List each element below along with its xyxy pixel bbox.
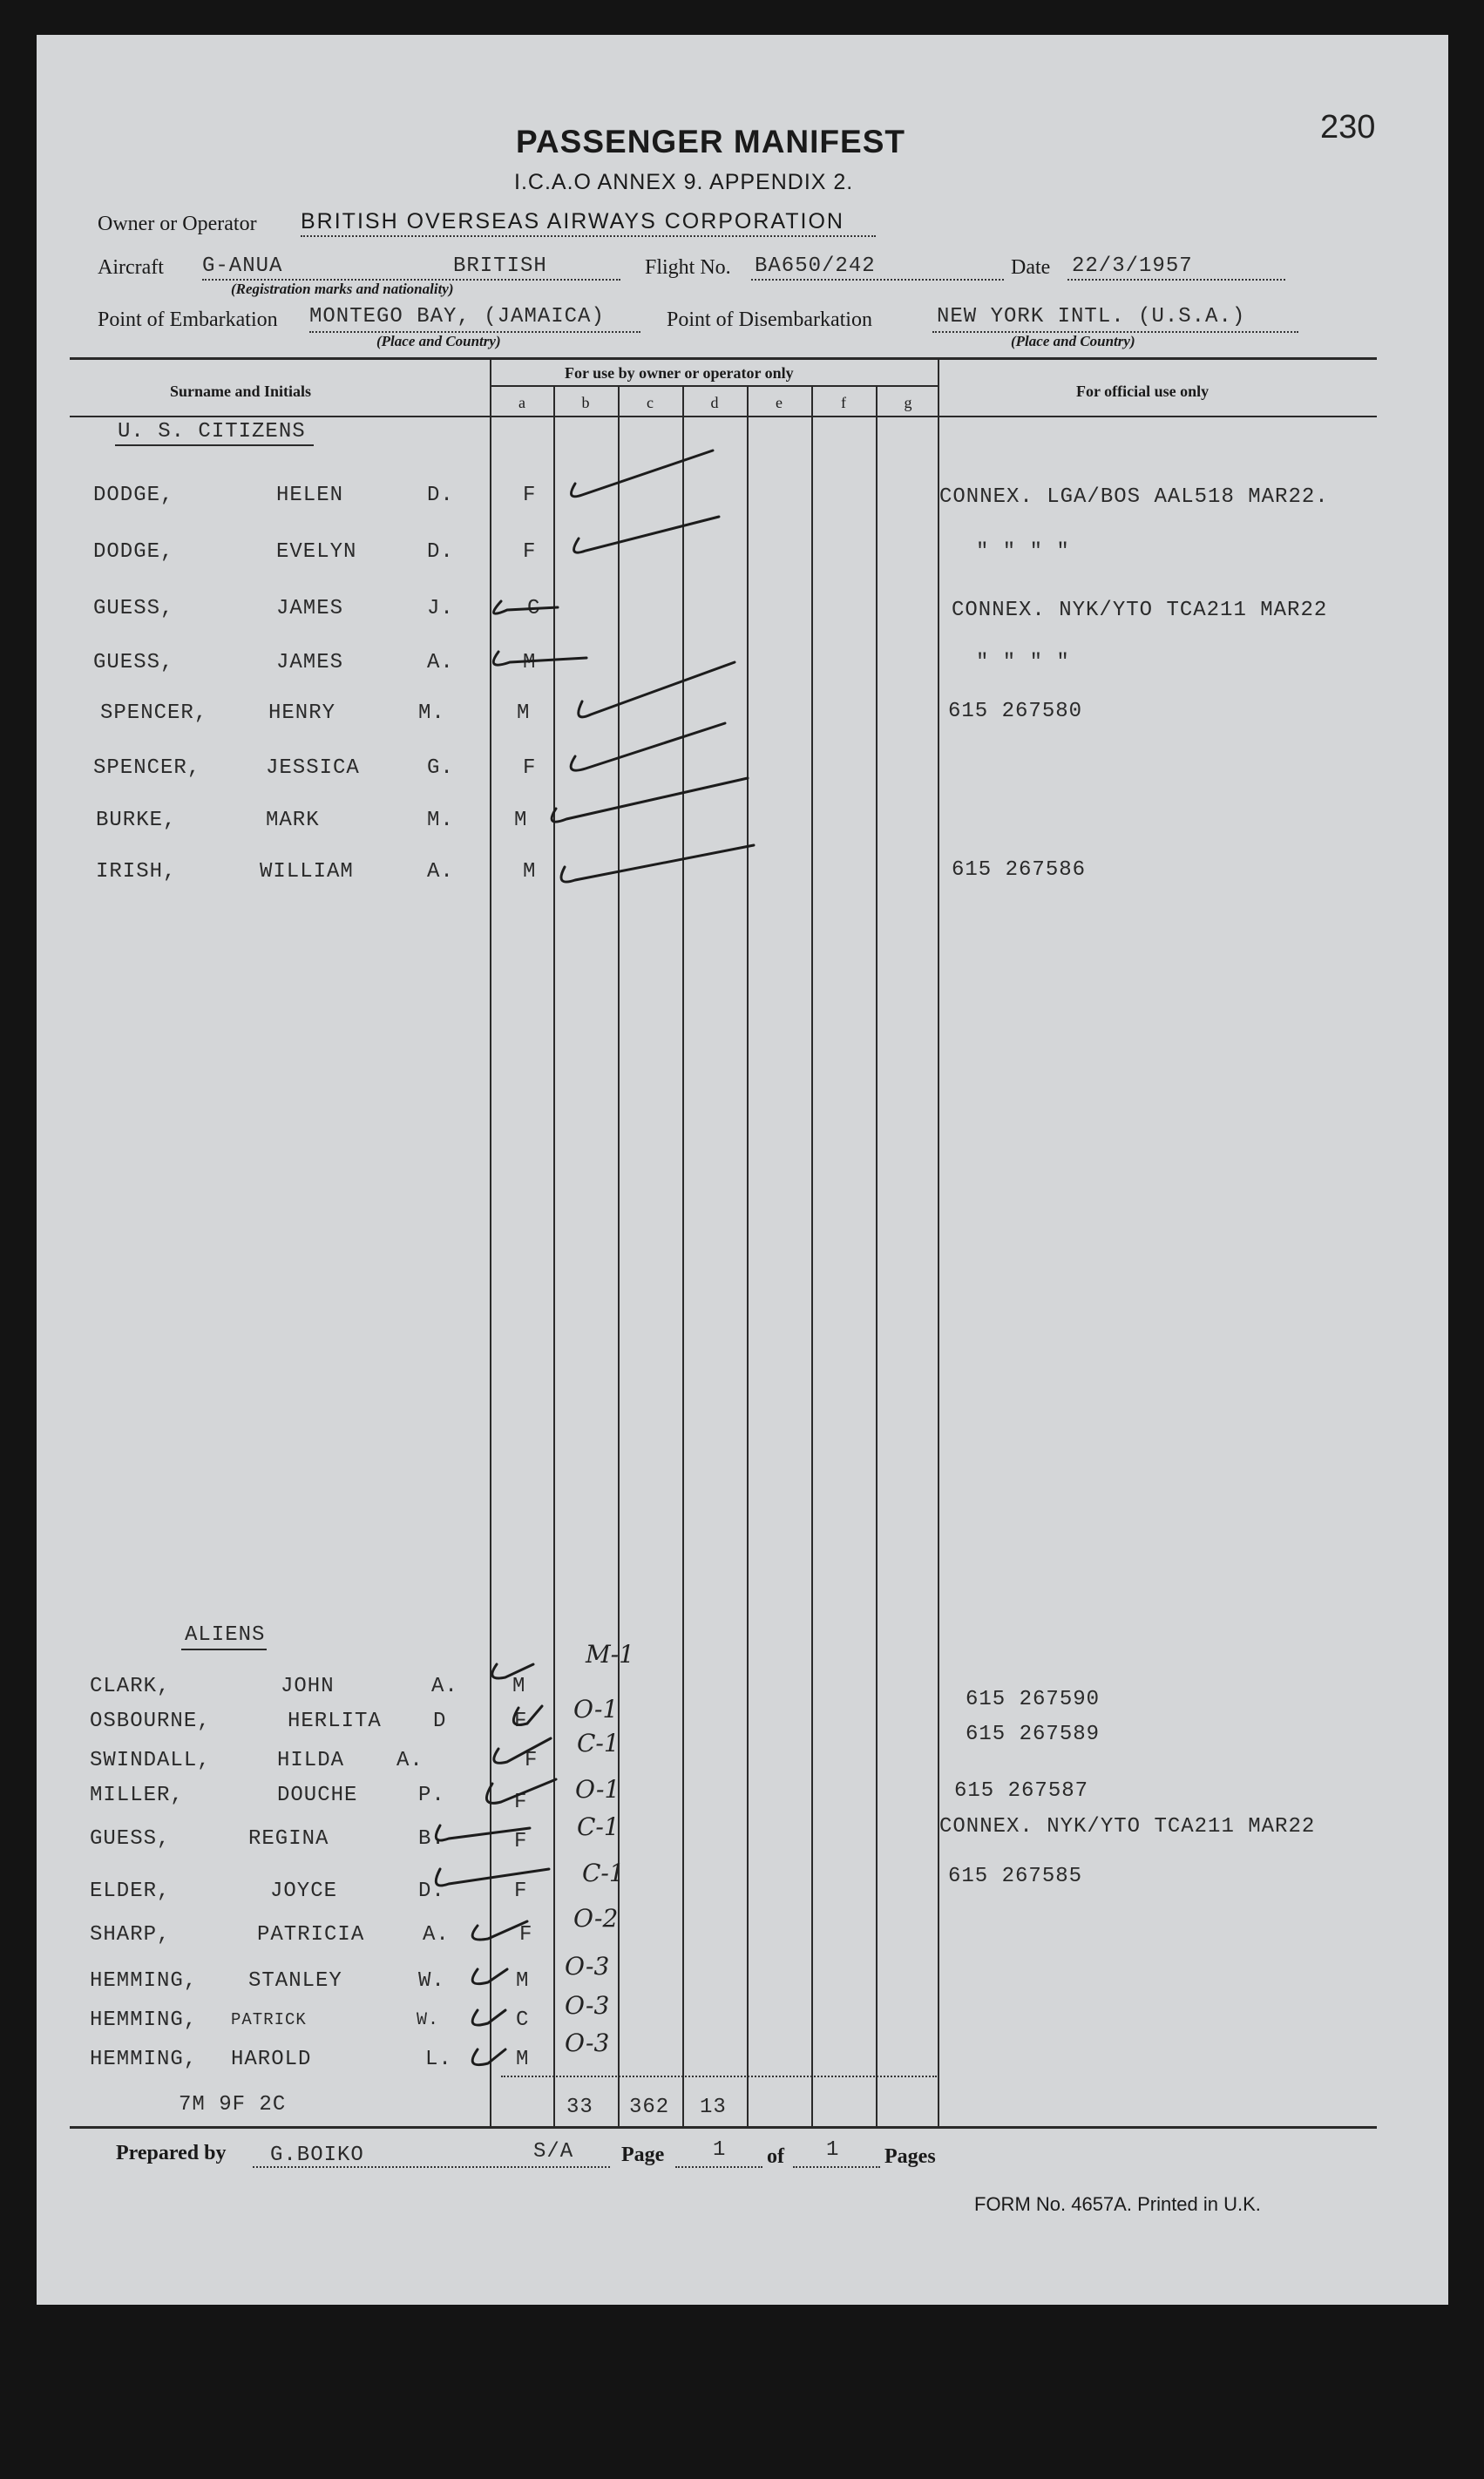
passenger-sex: M: [512, 1675, 526, 1698]
passenger-initial: A.: [427, 860, 454, 884]
passenger-first-name: JESSICA: [266, 756, 360, 780]
column-header-g: g: [904, 394, 912, 411]
passenger-sex: C: [527, 597, 541, 620]
official-note: 615 267590: [966, 1688, 1101, 1711]
passenger-surname: SPENCER,: [100, 701, 208, 725]
passenger-sex: M: [523, 860, 537, 884]
passenger-first-name: PATRICK: [231, 2010, 307, 2029]
passenger-surname: GUESS,: [93, 597, 174, 620]
column-header-d: d: [710, 394, 719, 411]
passenger-surname: ELDER,: [90, 1880, 171, 1903]
passenger-sex: F: [525, 1749, 539, 1772]
passenger-surname: HEMMING,: [90, 2048, 198, 2071]
page-title: PASSENGER MANIFEST: [516, 124, 905, 159]
official-note: 615 267585: [948, 1865, 1083, 1888]
totals-column-d: 13: [700, 2096, 727, 2119]
handwritten-code: M-1: [586, 1640, 634, 1669]
handwritten-code: O-2: [573, 1904, 619, 1933]
column-header-b: b: [581, 394, 590, 411]
official-note: CONNEX. LGA/BOS AAL518 MAR22.: [939, 485, 1329, 509]
passenger-sex: C: [516, 2008, 530, 2032]
passenger-initial: A.: [396, 1749, 424, 1772]
section-title-us-citizens: U. S. CITIZENS: [118, 420, 306, 444]
passenger-first-name: JOHN: [281, 1675, 335, 1698]
handwritten-code: O-3: [565, 1991, 610, 2020]
passenger-sex: F: [523, 756, 537, 780]
page-number: 230: [1320, 109, 1376, 146]
preparer-role: S/A: [533, 2140, 574, 2164]
official-use-header: For official use only: [1076, 383, 1210, 400]
handwritten-code: O-3: [565, 1952, 610, 1981]
embarkation-value: MONTEGO BAY, (JAMAICA): [309, 305, 605, 329]
official-note: " " " ": [976, 540, 1070, 564]
official-note: 615 267587: [954, 1779, 1089, 1803]
column-header-f: f: [841, 394, 846, 411]
totals-summary: 7M 9F 2C: [179, 2093, 287, 2117]
passenger-sex: F: [514, 1830, 528, 1853]
passenger-sex: F: [523, 540, 537, 564]
owner-label: Owner or Operator: [98, 213, 257, 235]
passenger-initial: L.: [425, 2048, 452, 2071]
flight-number: BA650/242: [755, 254, 876, 278]
handwritten-code: C-1: [577, 1729, 620, 1758]
passenger-first-name: MARK: [266, 809, 320, 832]
registration-caption: (Registration marks and nationality): [231, 281, 454, 297]
passenger-first-name: HAROLD: [231, 2048, 312, 2071]
passenger-sex: F: [514, 1791, 528, 1814]
passenger-initial: W.: [417, 2010, 440, 2030]
passenger-initial: D.: [427, 540, 454, 564]
passenger-sex: M: [523, 651, 537, 674]
official-note: CONNEX. NYK/YTO TCA211 MAR22: [952, 599, 1328, 622]
passenger-sex: F: [514, 1710, 528, 1733]
handwritten-code: C-1: [582, 1859, 625, 1887]
disembarkation-label: Point of Disembarkation: [667, 308, 872, 331]
page-label: Page: [621, 2144, 665, 2166]
totals-column-b: 33: [566, 2096, 593, 2119]
passenger-first-name: JAMES: [276, 651, 344, 674]
passenger-first-name: DOUCHE: [277, 1784, 358, 1807]
prepared-by-value: G.BOIKO: [270, 2144, 364, 2167]
disembarkation-value: NEW YORK INTL. (U.S.A.): [937, 305, 1246, 329]
official-note: 615 267580: [948, 700, 1083, 723]
passenger-surname: SHARP,: [90, 1923, 171, 1947]
page-subtitle: I.C.A.O ANNEX 9. APPENDIX 2.: [514, 170, 854, 194]
disembarkation-caption: (Place and Country): [1011, 333, 1135, 349]
passenger-surname: HEMMING,: [90, 2008, 198, 2032]
official-note: 615 267589: [966, 1723, 1101, 1746]
passenger-initial: D.: [418, 1880, 445, 1903]
passenger-first-name: STANLEY: [248, 1969, 342, 1993]
embarkation-label: Point of Embarkation: [98, 308, 278, 331]
date-label: Date: [1011, 256, 1051, 279]
date-value: 22/3/1957: [1072, 254, 1193, 278]
passenger-initial: D: [433, 1710, 447, 1733]
passenger-sex: M: [514, 809, 528, 832]
passenger-first-name: WILLIAM: [260, 860, 354, 884]
passenger-sex: M: [516, 1969, 530, 1993]
passenger-sex: F: [523, 484, 537, 507]
passenger-first-name: EVELYN: [276, 540, 357, 564]
owner-value: BRITISH OVERSEAS AIRWAYS CORPORATION: [301, 209, 844, 234]
passenger-first-name: PATRICIA: [257, 1923, 365, 1947]
passenger-first-name: HELEN: [276, 484, 344, 507]
passenger-first-name: HENRY: [268, 701, 336, 725]
official-note: " " " ": [976, 651, 1070, 674]
totals-column-c: 362: [629, 2096, 670, 2119]
aircraft-registration: G-ANUA: [202, 254, 283, 278]
passenger-initial: D.: [427, 484, 454, 507]
passenger-first-name: REGINA: [248, 1827, 329, 1851]
passenger-first-name: JOYCE: [270, 1880, 338, 1903]
aircraft-label: Aircraft: [98, 256, 164, 279]
official-note: CONNEX. NYK/YTO TCA211 MAR22: [939, 1815, 1316, 1839]
passenger-initial: W.: [418, 1969, 445, 1993]
passenger-surname: CLARK,: [90, 1675, 171, 1698]
owner-use-header: For use by owner or operator only: [565, 364, 794, 382]
of-value: 1: [826, 2138, 840, 2162]
surname-header: Surname and Initials: [170, 383, 312, 400]
passenger-initial: A.: [427, 651, 454, 674]
passenger-initial: J.: [427, 597, 454, 620]
passenger-surname: GUESS,: [93, 651, 174, 674]
column-header-e: e: [776, 394, 783, 411]
handwritten-code: O-3: [565, 2029, 610, 2057]
prepared-by-label: Prepared by: [116, 2142, 227, 2164]
passenger-first-name: HERLITA: [288, 1710, 382, 1733]
handwritten-code: O-1: [575, 1775, 620, 1804]
passenger-sex: M: [517, 701, 531, 725]
aircraft-nationality: BRITISH: [453, 254, 547, 278]
passenger-sex: F: [514, 1880, 528, 1903]
handwritten-code: O-1: [573, 1695, 619, 1724]
passenger-surname: BURKE,: [96, 809, 177, 832]
column-header-c: c: [647, 394, 654, 411]
passenger-initial: A.: [423, 1923, 450, 1947]
flight-label: Flight No.: [645, 256, 731, 279]
of-label: of: [767, 2145, 784, 2168]
passenger-sex: F: [519, 1923, 533, 1947]
section-title-aliens: ALIENS: [185, 1623, 266, 1647]
passenger-surname: DODGE,: [93, 540, 174, 564]
passenger-surname: OSBOURNE,: [90, 1710, 211, 1733]
column-header-a: a: [518, 394, 525, 411]
passenger-surname: SPENCER,: [93, 756, 201, 780]
passenger-initial: M.: [418, 701, 445, 725]
passenger-surname: DODGE,: [93, 484, 174, 507]
page-value: 1: [713, 2138, 727, 2162]
embarkation-caption: (Place and Country): [376, 333, 501, 349]
handwritten-code: C-1: [577, 1812, 620, 1841]
passenger-initial: A.: [431, 1675, 458, 1698]
passenger-surname: SWINDALL,: [90, 1749, 211, 1772]
form-number: FORM No. 4657A. Printed in U.K.: [974, 2193, 1261, 2215]
passenger-first-name: HILDA: [277, 1749, 345, 1772]
pages-label: Pages: [884, 2145, 936, 2168]
official-note: 615 267586: [952, 858, 1087, 882]
passenger-initial: B.: [418, 1827, 445, 1851]
passenger-sex: M: [516, 2048, 530, 2071]
passenger-initial: M.: [427, 809, 454, 832]
passenger-first-name: JAMES: [276, 597, 344, 620]
passenger-surname: HEMMING,: [90, 1969, 198, 1993]
passenger-surname: IRISH,: [96, 860, 177, 884]
passenger-initial: G.: [427, 756, 454, 780]
passenger-initial: P.: [418, 1784, 445, 1807]
passenger-surname: MILLER,: [90, 1784, 184, 1807]
passenger-surname: GUESS,: [90, 1827, 171, 1851]
